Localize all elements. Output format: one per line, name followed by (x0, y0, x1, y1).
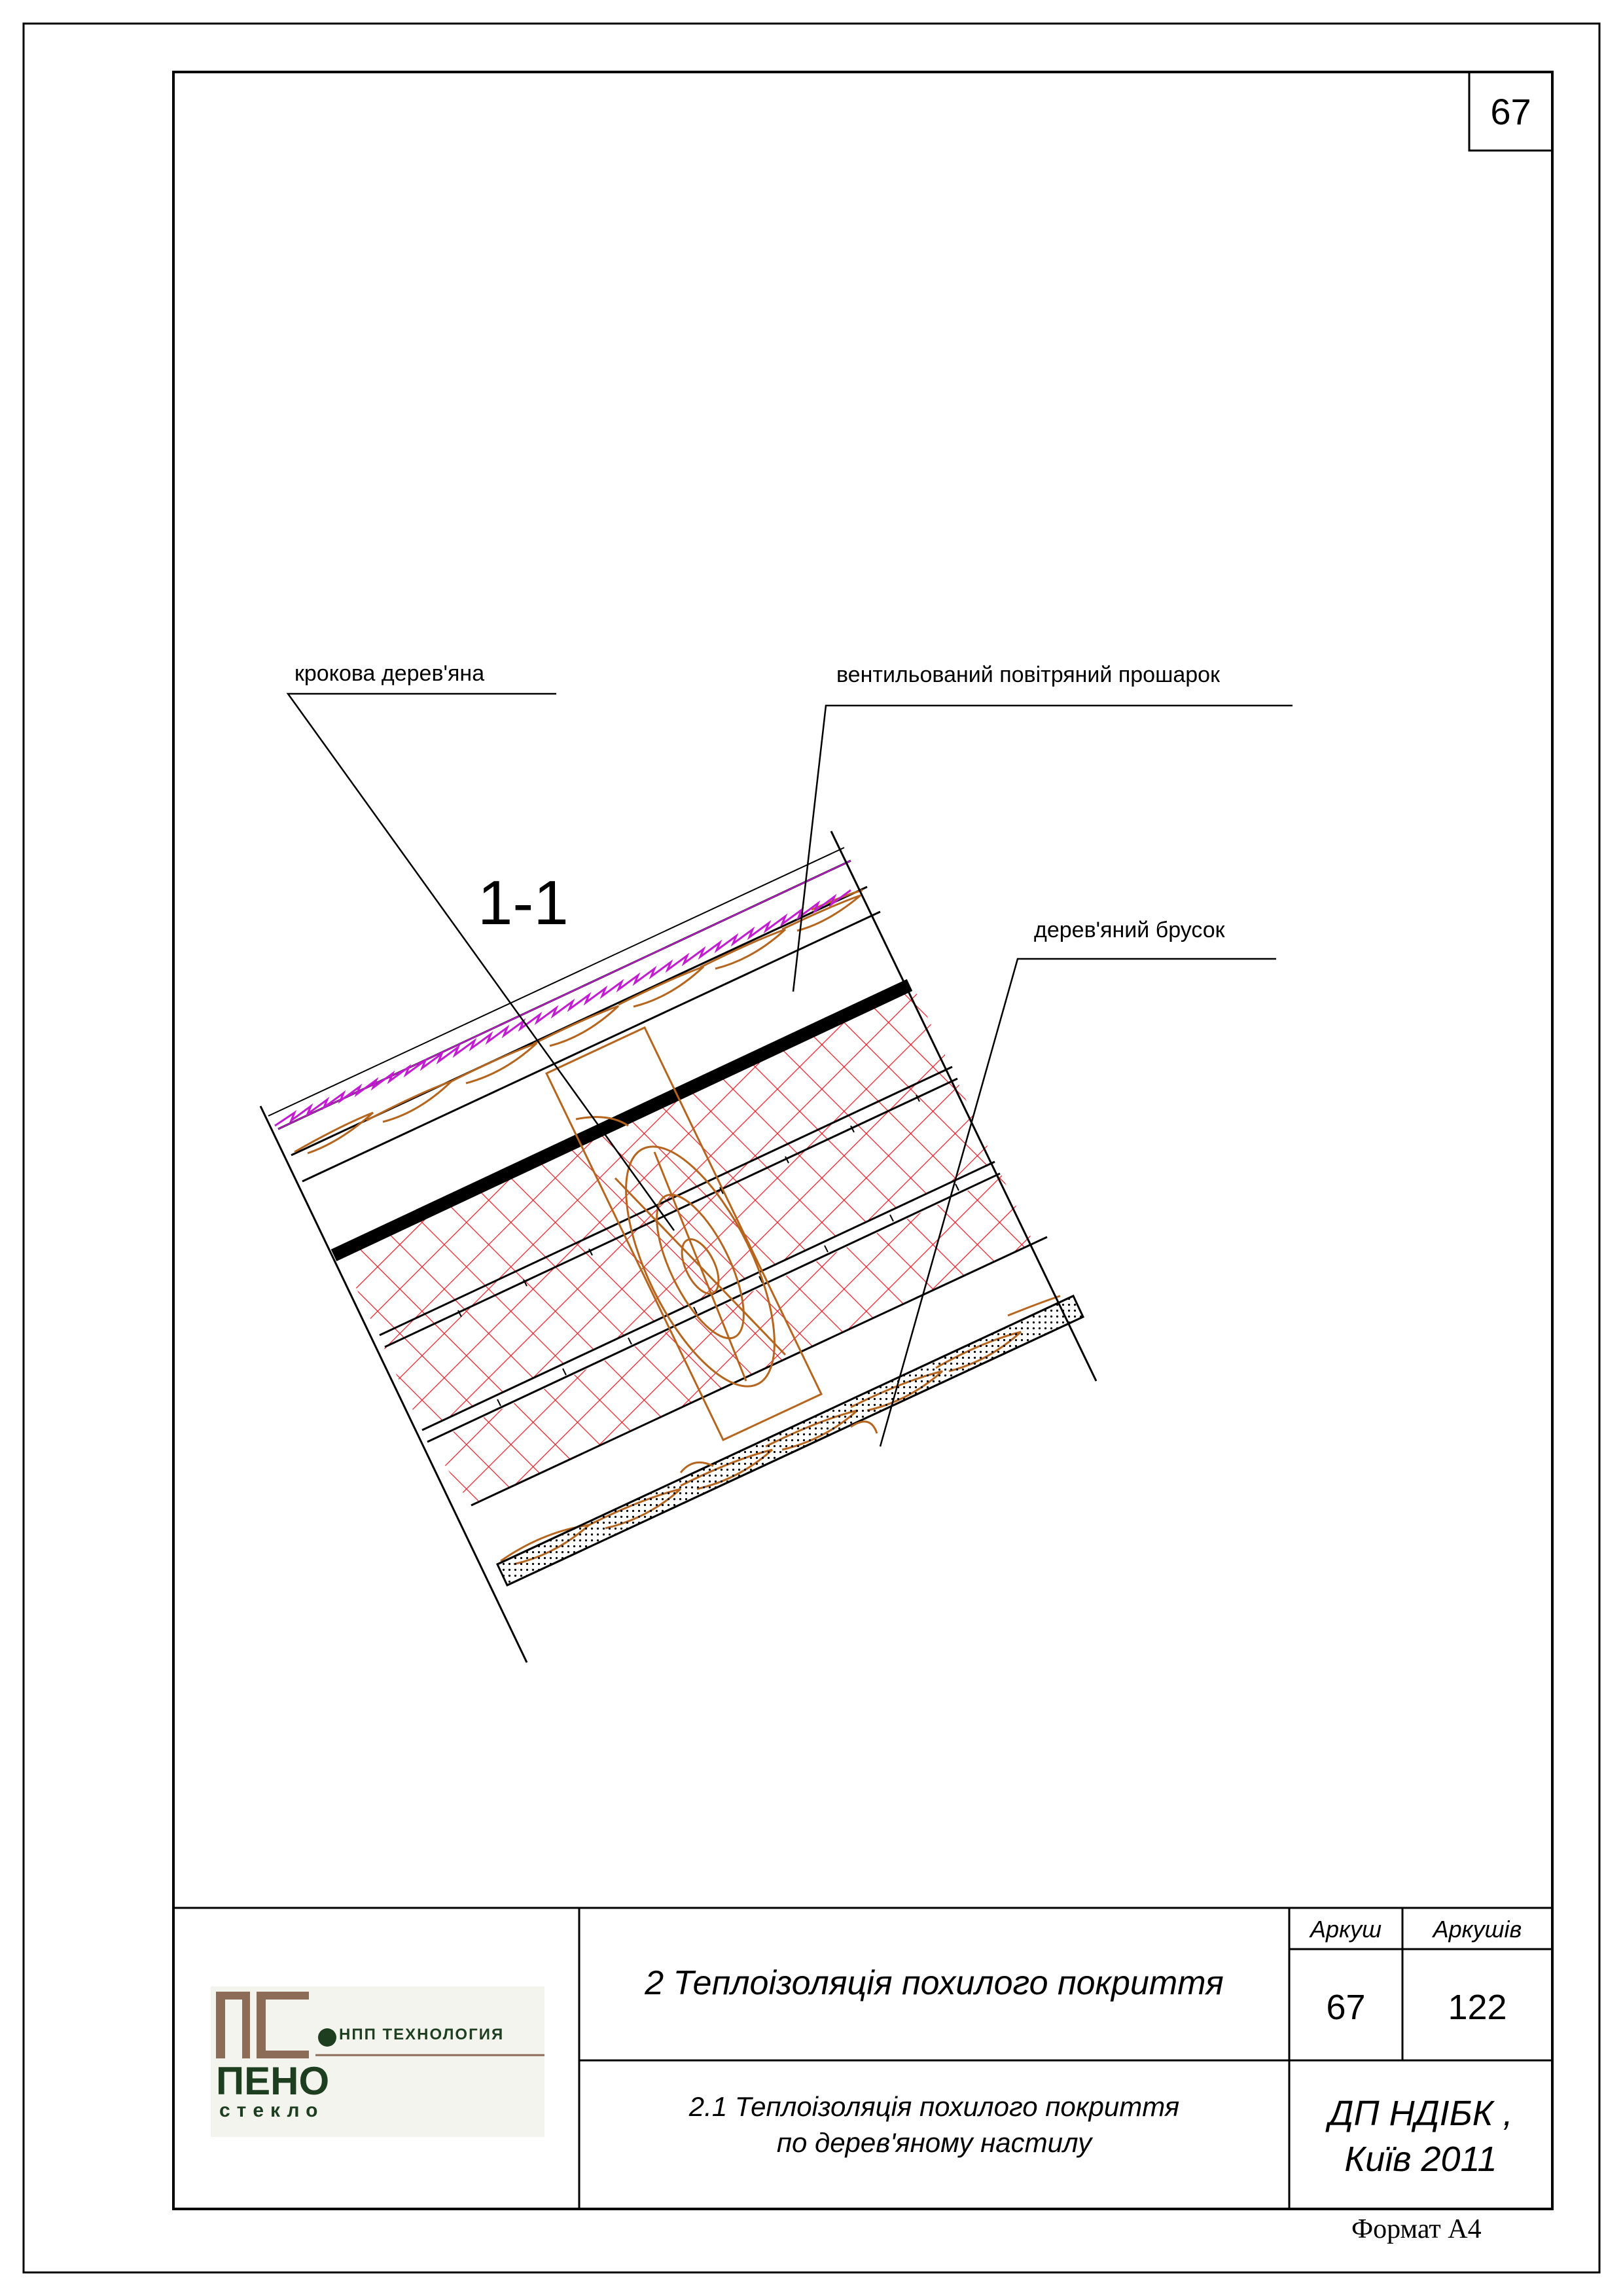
logo-brand-bottom: стекло (219, 2100, 325, 2121)
callout-air-gap: вентильований повітряний прошарок (836, 662, 1220, 687)
format-label: Формат А4 (1351, 2214, 1482, 2244)
callout-rafter: крокова дерев'яна (294, 661, 485, 686)
subsection-title-line2: по дерев'яному настилу (776, 2127, 1092, 2158)
logo-company: НПП ТЕХНОЛОГИЯ (339, 2026, 505, 2043)
roof-section (260, 694, 1293, 1662)
organization-line1: ДП НДІБК , (1329, 2094, 1513, 2133)
organization-line2: Київ 2011 (1344, 2140, 1497, 2179)
subsection-title-line1: 2.1 Теплоізоляція похилого покриття (688, 2091, 1180, 2122)
sheets-value: 122 (1448, 1988, 1507, 2027)
callout-batten: дерев'яний брусок (1034, 918, 1225, 942)
section-label: 1-1 (478, 868, 569, 938)
sheet-value: 67 (1326, 1988, 1366, 2027)
logo-brand-top: ПЕНО (216, 2059, 330, 2103)
page-number: 67 (1490, 91, 1531, 132)
sheet-label: Аркуш (1310, 1916, 1382, 1943)
section-title: 2 Теплоізоляція похилого покриття (645, 1964, 1224, 2002)
sheets-label: Аркушів (1433, 1916, 1522, 1943)
